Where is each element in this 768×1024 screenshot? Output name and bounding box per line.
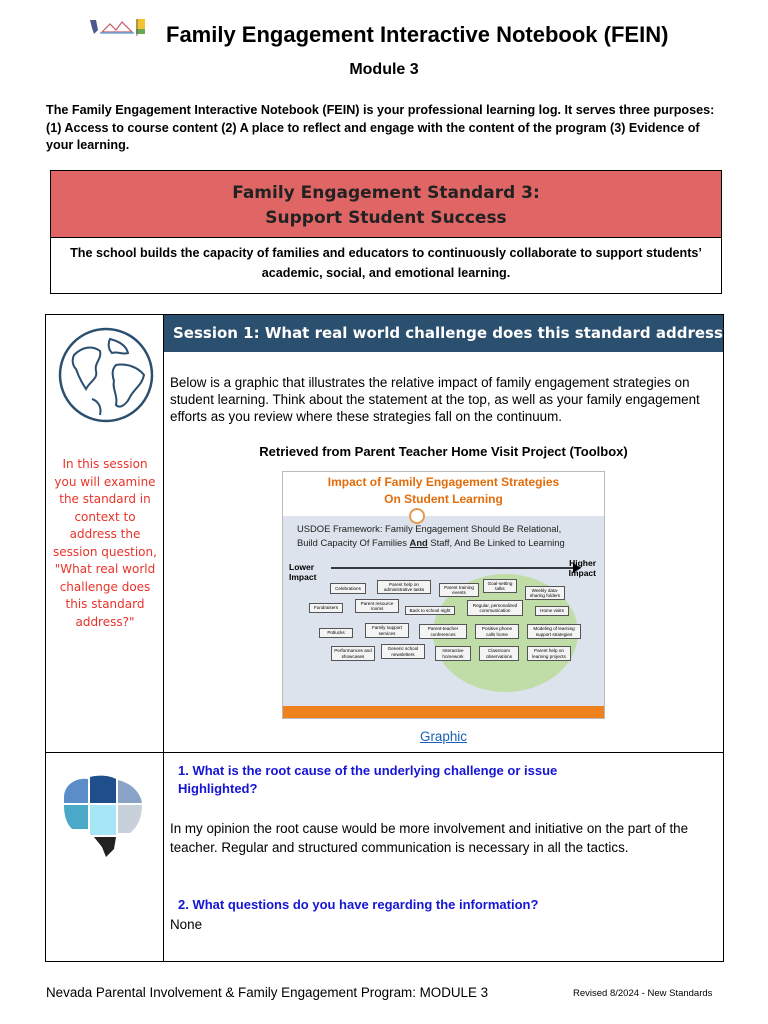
strategy-box: Goal-setting talks [483,579,517,593]
strategy-box: Potlucks [319,628,353,638]
brain-puzzle-icon [58,773,148,861]
page-title: Family Engagement Interactive Notebook (FEIN) [166,22,669,47]
answer-1[interactable]: In my opinion the root cause would be more involvement and initiative on the part of the teacher. Regular and structured communication is necessary in all the tactics. [170,821,689,855]
footer-revision: Revised 8/2024 - New Standards [573,988,713,999]
strategy-box: Back to school night [405,606,455,615]
strategy-box: Positive phone calls home [475,624,519,639]
session-table [45,314,732,962]
strategy-box: Performances and showcases [331,646,375,661]
session-body: Below is a graphic that illustrates the relative impact of family engagement strategies on student learning. Think about the statement at the top, as well as your family engagement efforts as you review where these strategies fall on the continuum. [170,375,700,424]
strategy-box: Classroom observations [479,646,519,661]
globe-icon [56,325,156,425]
standard-heading-line1: Family Engagement Standard 3: [232,183,540,203]
graphic-subtitle-line1: USDOE Framework: Family Engagement Should Be Relational, [297,523,562,534]
strategy-box: Parent training events [439,583,479,597]
column-divider [163,315,164,961]
strategy-box: Parent help on administrative tasks [377,580,431,594]
strategy-box: Home visits [535,606,569,616]
strategy-box: Generic school newsletters [381,644,425,659]
strategy-box: Weekly data-sharing folders [525,586,565,600]
strategy-box: Fundraisers [309,603,343,613]
graphic-subtitle [297,522,597,550]
strategy-box: Celebrations [330,583,366,594]
graphic-title-line1: Impact of Family Engagement Strategies [327,475,560,489]
graphic-title-line2: On Student Learning [384,492,503,506]
standard-description: The school builds the capacity of families and educators to continuously collaborate to support students’ academic, social, and emotional learning. [70,246,702,280]
nevada-mountains-logo-icon [88,16,150,38]
strategy-box: Parent-teacher conferences [419,624,467,639]
session-heading: Session 1: What real world challenge does this standard address? [164,315,723,352]
strategy-box: Parent resource rooms [355,599,399,613]
row-divider [46,752,723,753]
strategy-box: Family support services [365,623,409,638]
impact-graphic [282,471,605,719]
higher-impact-label: Higher Impact [568,558,596,578]
retrieved-source: Retrieved from Parent Teacher Home Visit Project (Toolbox) [259,444,628,459]
strategy-box: Parent help on learning projects [527,646,571,661]
answer-2[interactable]: None [170,917,203,932]
standard-heading-line2: Support Student Success [265,208,507,228]
module-label: Module 3 [349,61,419,78]
standard-box [50,170,722,294]
question-1: 1. What is the root cause of the underlying challenge or issue Highlighted? [178,763,558,796]
graphic-footer-bar [283,706,604,718]
graphic-title [283,474,604,508]
graphic-link[interactable]: Graphic [420,729,467,744]
question-2: 2. What questions do you have regarding the information? [178,897,539,912]
strategy-box: Modeling of learning support strategies [527,624,581,639]
session-side-note: In this session you will examine the standard in context to address the session question, "What real world challenge does this standard address?" [53,457,157,629]
impact-continuum-arrow [291,562,581,574]
footer-program: Nevada Parental Involvement & Family Engagement Program: MODULE 3 [46,985,489,1000]
strategy-box: Interactive homework [435,646,471,661]
standard-heading [51,171,721,238]
strategy-box: Regular, personalized communication [467,600,523,616]
graphic-subtitle-line2: Build Capacity Of Families And Staff, And Be Linked to Learning [297,537,565,548]
intro-paragraph: The Family Engagement Interactive Notebook (FEIN) is your professional learning log. It serves three purposes: (1) Access to course content (2) A place to reflect and engage with the content of the program (3) Evidence of your learning. [46,103,715,152]
lower-impact-label: Lower Impact [289,562,317,582]
